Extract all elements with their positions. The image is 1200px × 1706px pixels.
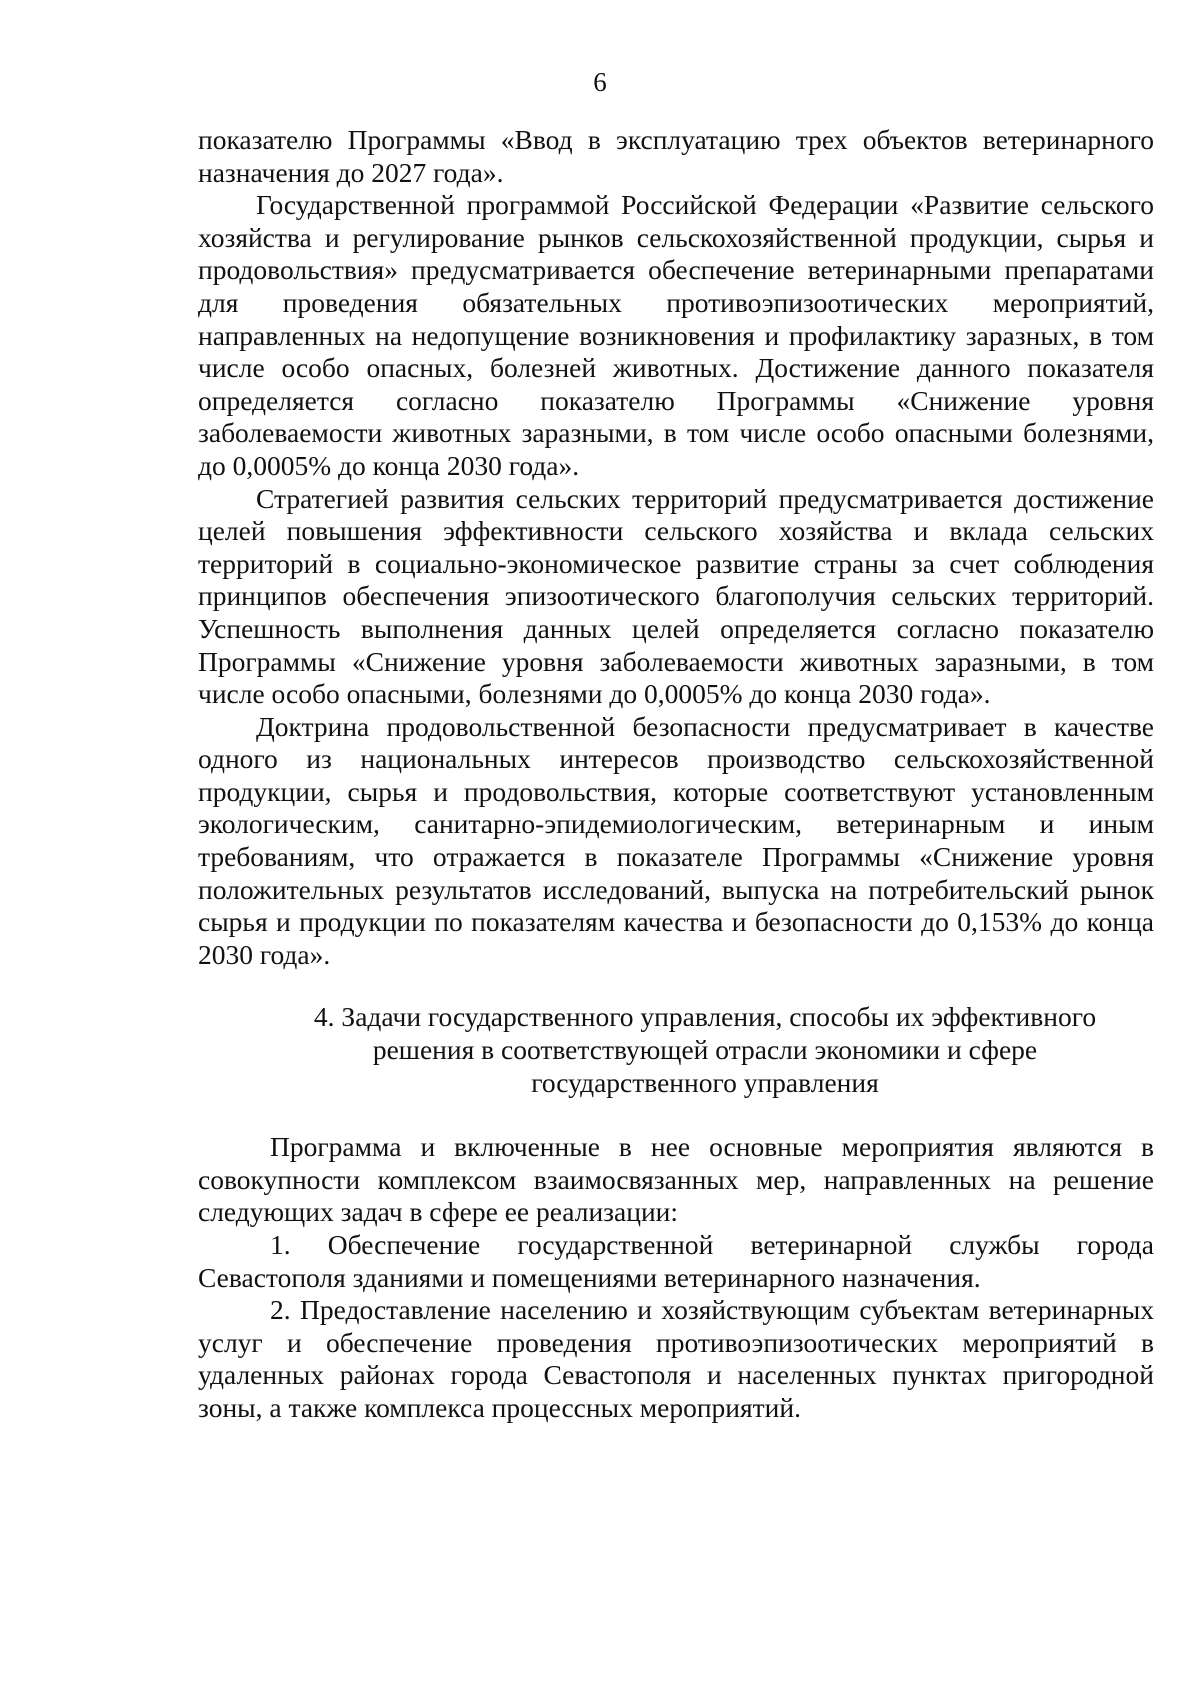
page-number: 6 bbox=[593, 67, 607, 97]
paragraph-rural-strategy: Стратегией развития сельских территорий предусматривается достижение целей повышения эффективности сельского хозяйства и вклада сельских территорий в социально-экономическое развитие страны за счет соблюдения принципов обеспечения эпизоотического благополучия сельских территорий. Успешность выполнения данных целей определяется согласно показателю Программы «Снижение уровня заболеваемости животных заразными, в том числе особо опасными, болезнями до 0,0005% до конца 2030 года». bbox=[198, 482, 1154, 710]
section-heading-line: решения в соответствующей отрасли экономики и сфере bbox=[372, 1034, 1038, 1066]
paragraph-state-program: Государственной программой Российской Федерации «Развитие сельского хозяйства и регулирование рынков сельскохозяйственной продукции, сырья и продовольствия» предусматривается обеспечение ветеринарными препаратами для проведения обязательных противоэпизоотических мероприятий, направленных на недопущение возникновения и профилактику заразных, в том числе особо опасных, болезней животных. Достижение данного показателя определяется согласно показателю Программы «Снижение уровня заболеваемости животных заразными, в том числе особо опасными болезнями, до 0,0005% до конца 2030 года». bbox=[198, 189, 1154, 481]
task-list-item: 2. Предоставление населению и хозяйствующим субъектам ветеринарных услуг и обеспечение проведения противоэпизоотических мероприятий в удаленных районах города Севастополя и населенных пунктах пригородной зоны, а также комплекса процессных мероприятий. bbox=[198, 1294, 1154, 1423]
section-heading bbox=[198, 1001, 1154, 1099]
section-heading-line: 4. Задачи государственного управления, способы их эффективного bbox=[313, 1001, 1097, 1033]
paragraph-continuation: показателю Программы «Ввод в эксплуатацию трех объектов ветеринарного назначения до 2027 года». bbox=[198, 124, 1154, 188]
document-body bbox=[198, 124, 1154, 1425]
section-intro-paragraph: Программа и включенные в нее основные мероприятия являются в совокупности комплексом взаимосвязанных мер, направленных на решение следующих задач в сфере ее реализации: bbox=[198, 1131, 1154, 1228]
paragraph-food-security-doctrine: Доктрина продовольственной безопасности предусматривает в качестве одного из национальных интересов производство сельскохозяйственной продукции, сырья и продовольствия, которые соответствуют установленным экологическим, санитарно-эпидемиологическим, ветеринарным и иным требованиям, что отражается в показателе Программы «Снижение уровня положительных результатов исследований, выпуска на потребительский рынок сырья и продукции по показателям качества и безопасности до 0,153% до конца 2030 года». bbox=[198, 710, 1154, 970]
section-heading-line: государственного управления bbox=[531, 1066, 879, 1098]
task-list-item: 1. Обеспечение государственной ветеринарной службы города Севастополя зданиями и помещениями ветеринарного назначения. bbox=[198, 1229, 1154, 1293]
